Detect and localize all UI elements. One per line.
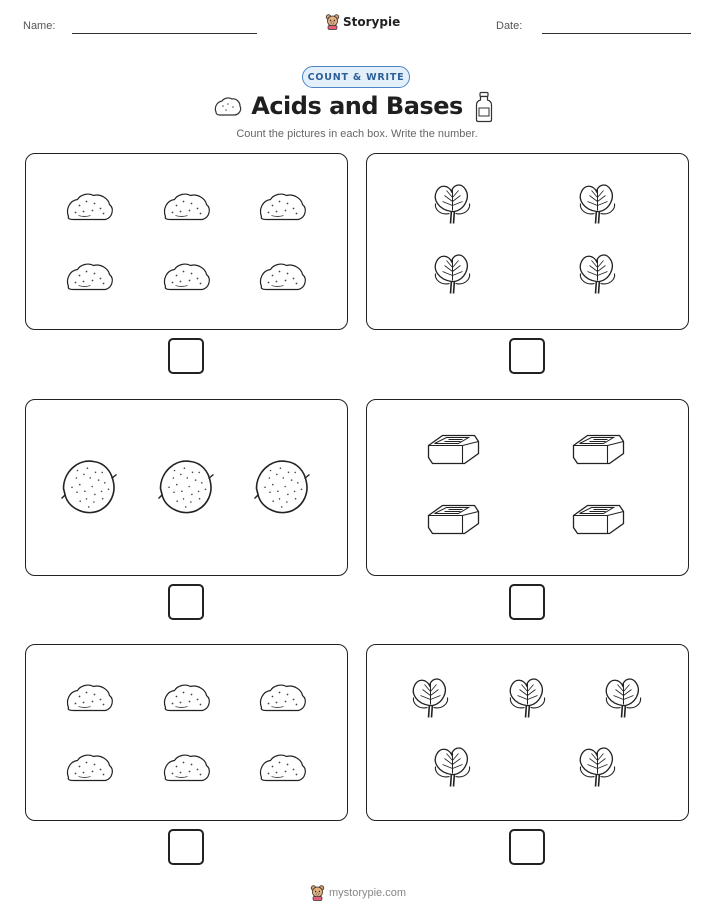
count-card [366,644,689,821]
count-card [25,153,348,330]
spinach-icon [580,748,614,786]
activity-badge: COUNT & WRITE [302,66,410,88]
date-field[interactable] [542,33,691,34]
footer-url[interactable]: mystorypie.com [329,886,407,899]
stone-icon [165,685,210,710]
spinach-icon [606,679,640,717]
stone-icon [165,264,210,289]
answer-box[interactable] [509,338,545,374]
brand-logo [325,13,400,30]
lemon-icon [255,461,310,512]
stone-icon [68,194,113,219]
soap-icon [574,436,624,464]
stone-icon [68,755,113,780]
footer [310,884,406,901]
spinach-icon [580,255,614,293]
stone-icon [165,755,210,780]
date-label: Date: [496,20,523,32]
stone-icon [261,685,306,710]
spinach-icon [435,255,469,293]
page-title: Acids and Bases [251,92,463,120]
stone-icon [261,264,306,289]
name-field[interactable] [72,33,257,34]
spinach-icon [510,679,544,717]
instructions: Count the pictures in each box. Write the number. [236,128,478,140]
brand-name: Storypie [343,14,401,29]
answer-box[interactable] [168,338,204,374]
answer-box[interactable] [509,584,545,620]
bottle-icon [474,91,494,123]
stone-icon [261,755,306,780]
spinach-icon [413,679,447,717]
lemon-icon [159,461,214,512]
count-card [25,399,348,576]
answer-box[interactable] [168,829,204,865]
stone-icon [68,685,113,710]
bear-mascot-icon [310,884,325,901]
count-card [366,399,689,576]
count-card [366,153,689,330]
stone-icon [261,194,306,219]
lemon-icon [62,461,117,512]
soap-icon [429,506,479,534]
bear-mascot-icon [325,13,340,30]
stone-icon [68,264,113,289]
stone-icon [165,194,210,219]
soap-icon [574,506,624,534]
spinach-icon [580,185,614,223]
answer-box[interactable] [509,829,545,865]
spinach-icon [435,185,469,223]
spinach-icon [435,748,469,786]
name-label: Name: [23,20,56,32]
answer-box[interactable] [168,584,204,620]
count-card [25,644,348,821]
soap-icon [429,436,479,464]
